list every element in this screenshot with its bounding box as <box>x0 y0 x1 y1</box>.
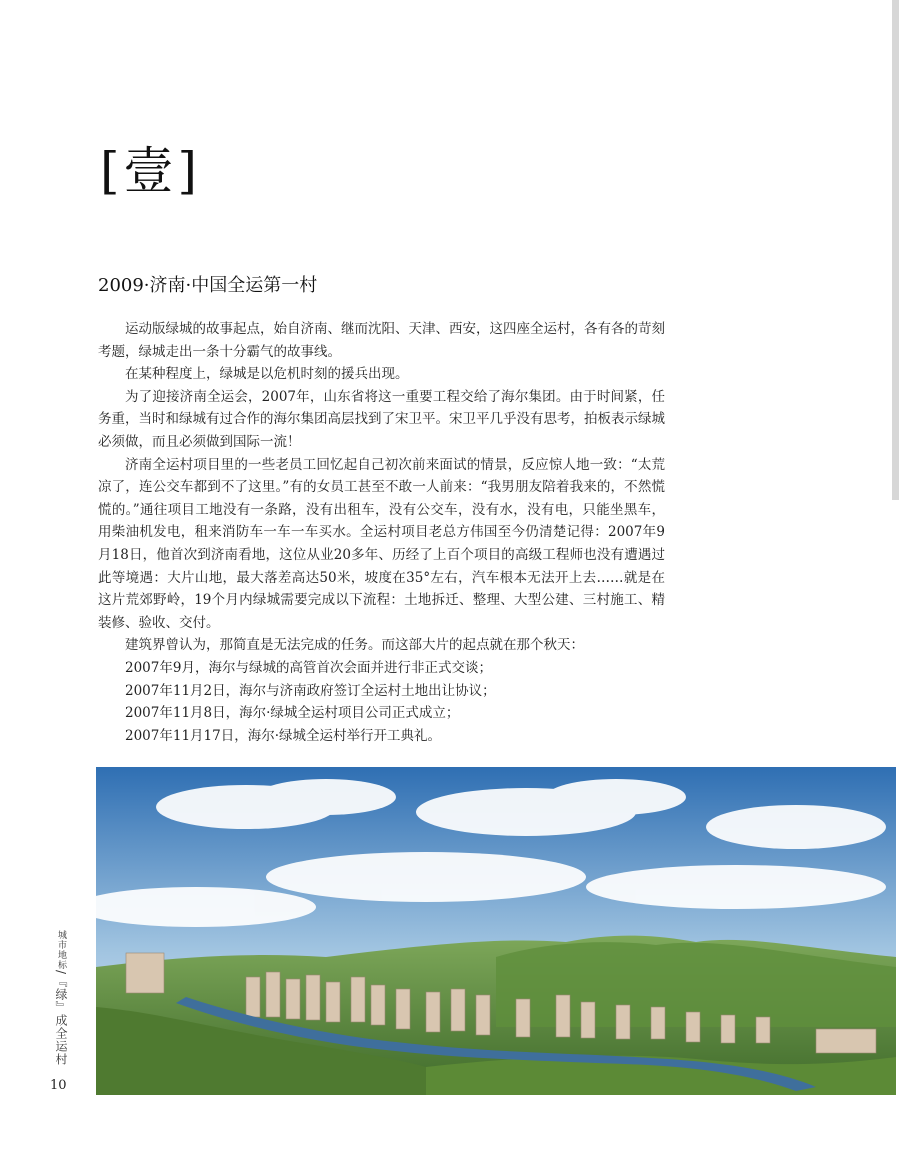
panorama-illustration <box>96 767 896 1095</box>
side-label-part2: /『绿』成全运村 <box>54 970 68 1067</box>
article-body <box>98 318 665 747</box>
page-edge-bar <box>892 0 899 500</box>
page-number: 10 <box>50 1078 67 1093</box>
section-side-label <box>52 930 68 1066</box>
section-title: 2009·济南·中国全运第一村 <box>98 275 318 296</box>
paragraph: 运动版绿城的故事起点，始自济南、继而沈阳、天津、西安，这四座全运村，各有各的苛刻考题，绿城走出一条十分霸气的故事线。 <box>98 321 665 360</box>
side-label-part1: 城市地标 <box>56 930 66 970</box>
paragraph: 为了迎接济南全运会，2007年，山东省将这一重要工程交给了海尔集团。由于时间紧，任务重，当时和绿城有过合作的海尔集团高层找到了宋卫平。宋卫平几乎没有思考，拍板表示绿城必须做，而且必须做到国际一流！ <box>98 388 665 450</box>
timeline-item: 2007年11月2日，海尔与济南政府签订全运村土地出让协议； <box>125 682 496 699</box>
paragraph: 在某种程度上，绿城是以危机时刻的援兵出现。 <box>125 366 409 383</box>
timeline-item: 2007年11月17日，海尔·绿城全运村举行开工典礼。 <box>125 727 442 744</box>
timeline-item: 2007年11月8日，海尔·绿城全运村项目公司正式成立； <box>125 705 460 722</box>
timeline-item: 2007年9月，海尔与绿城的高管首次会面并进行非正式交谈； <box>125 659 492 676</box>
paragraph: 建筑界曾认为，那简直是无法完成的任务。而这部大片的起点就在那个秋天： <box>125 637 584 654</box>
paragraph: 济南全运村项目里的一些老员工回忆起自己初次前来面试的情景，反应惊人地一致：“太荒凉了，连公交车都到不了这里。”有的女员工甚至不敢一人前来：“我男朋友陪着我来的，不然慌慌的。”通往项目工地没有一条路，没有出租车，没有公交车，没有水，没有电，只能坐黑车，用柴油机发电，租来消防车一车一车买水。全运村项目老总方伟国至今仍清楚记得：2007年9月18日，他首次到济南看地，这位从业20多年、历经了上百个项目的高级工程师也没有遭遇过此等境遇：大片山地，最大落差高达50米，坡度在35°左右，汽车根本无法开上去……就是在这片荒郊野岭，19个月内绿城需要完成以下流程：土地拆迁、整理、大型公建、三村施工、精装修、验收、交付。 <box>98 456 665 631</box>
panorama-photo <box>96 767 896 1095</box>
chapter-heading: [壹] <box>100 142 202 200</box>
